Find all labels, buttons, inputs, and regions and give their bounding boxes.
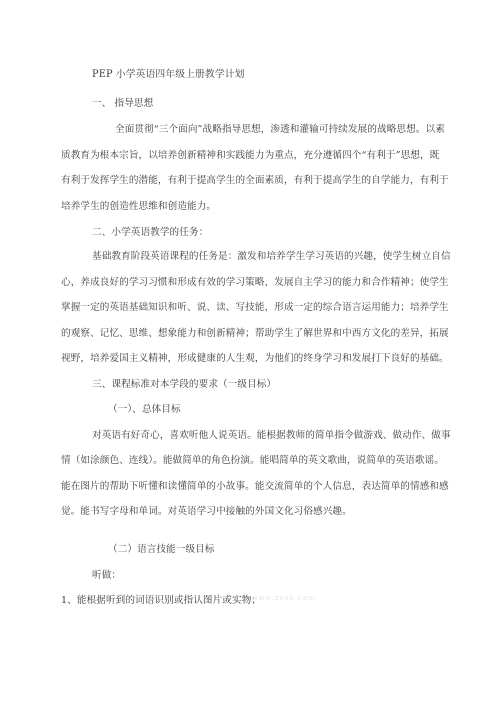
paragraph-line: 质教育为根本宗旨，以培养创新精神和实践能力为重点，充分遵循四个“有利于”思想，既 — [61, 150, 440, 161]
paragraph-line: 基础教育阶段英语课程的任务是：激发和培养学生学习英语的兴趣，使学生树立自信 — [92, 251, 451, 262]
section-heading-curriculum-standards: 三、课程标准对本学段的要求（一级目标） — [92, 379, 277, 390]
paragraph-line: 培养学生的创造性思维和创造能力。 — [61, 201, 217, 212]
paragraph-line: 对英语有好奇心，喜欢听他人说英语。能根据教师的简单指令做游戏、做动作、做事 — [92, 430, 451, 441]
document-title: PEP 小学英语四年级上册教学计划 — [92, 69, 245, 80]
subsection-heading-language-skills: （二）语言技能一级目标 — [108, 544, 215, 555]
subsection-heading-overall-goals: （一）、总体目标 — [108, 404, 181, 415]
paragraph-line: 心，养成良好的学习习惯和形成有效的学习策略，发展自主学习的能力和合作精神；使学生 — [61, 277, 449, 288]
paragraph-line: 视野，培养爱国主义精神，形成健康的人生观，为他们的终身学习和发展打下良好的基础。 — [61, 353, 449, 364]
section-heading-guiding-thought: 一、 指导思想 — [92, 98, 154, 109]
section-heading-teaching-tasks: 二、小学英语教学的任务： — [92, 227, 209, 238]
paragraph-line: 掌握一定的英语基础知识和听、说、读、写技能，形成一定的综合语言运用能力；培养学生 — [61, 302, 449, 313]
paragraph-line: 有利于发挥学生的潜能，有利于提高学生的全面素质，有利于提高学生的自学能力，有利于 — [61, 175, 449, 186]
paragraph-line: 情（如涂颜色、连线）。能做简单的角色扮演。能唱简单的英文歌曲，说简单的英语歌谣。 — [61, 455, 444, 466]
watermark-text: www.zxxk.com — [252, 594, 316, 602]
paragraph-line: 1、能根据听到的词语识别或指认图片或实物； — [61, 595, 262, 606]
paragraph-line: 觉。能书写字母和单词。对英语学习中接触的外国文化习俗感兴趣。 — [61, 506, 352, 517]
paragraph-line: 听做： — [92, 570, 122, 581]
paragraph-line: 能在图片的帮助下听懂和读懂简单的小故事。能交流简单的个人信息，表达简单的情感和感 — [61, 481, 449, 492]
paragraph-line: 全面贯彻“三个面向”战略指导思想，渗透和灌输可持续发展的战略思想。以素 — [115, 124, 445, 135]
paragraph-line: 的观察、记忆、思维、想象能力和创新精神；帮助学生了解世界和中西方文化的差异，拓展 — [61, 328, 449, 339]
